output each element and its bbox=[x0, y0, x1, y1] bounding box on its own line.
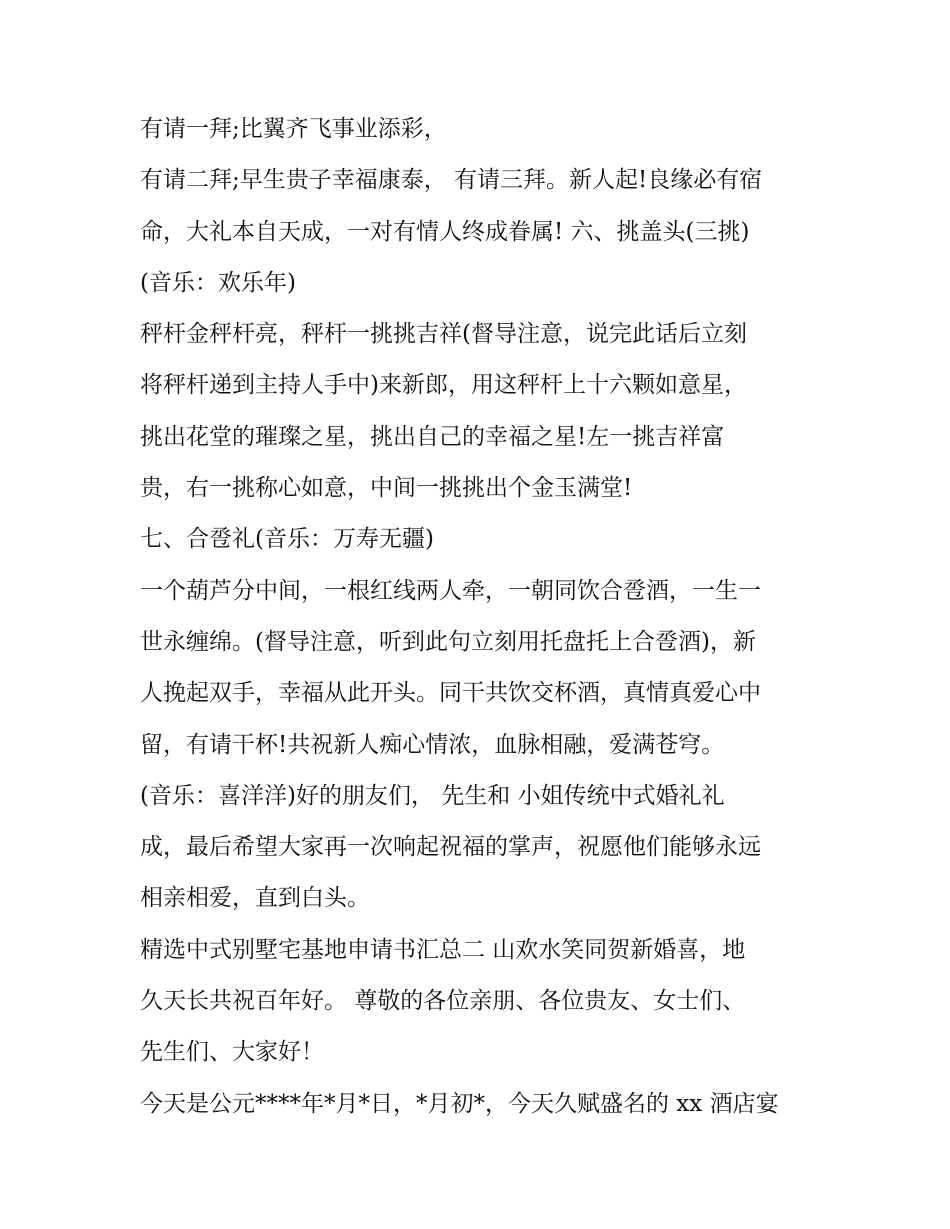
text-line: (音乐：喜洋洋)好的朋友们， 先生和 小姐传统中式婚礼礼 bbox=[140, 782, 725, 809]
text-line: 世永缠绵。(督导注意，听到此句立刻用托盘托上合卺酒)，新 bbox=[140, 628, 756, 655]
text-line: 一个葫芦分中间，一根红线两人牵，一朝同饮合卺酒，一生一 bbox=[140, 577, 761, 604]
text-line: 精选中式别墅宅基地申请书汇总二 山欢水笑同贺新婚喜，地 bbox=[140, 936, 746, 963]
text-line: 留，有请干杯!共祝新人痴心情浓，血脉相融，爱满苍穹。 bbox=[140, 731, 725, 758]
text-line: 相亲相爱，直到白头。 bbox=[140, 885, 370, 912]
text-line: 将秤杆递到主持人手中)来新郎，用这秤杆上十六颗如意星， bbox=[140, 372, 747, 399]
text-line: 挑出花堂的璀璨之星，挑出自己的幸福之星!左一挑吉祥富 bbox=[140, 423, 725, 450]
text-line: 有请二拜;早生贵子幸福康泰， 有请三拜。新人起!良缘必有宿 bbox=[140, 167, 763, 194]
text-line: 贵，右一挑称心如意，中间一挑挑出个金玉满堂! bbox=[140, 475, 633, 502]
text-line: 人挽起双手，幸福从此开头。同干共饮交杯酒，真情真爱心中 bbox=[140, 680, 761, 707]
text-line: 成，最后希望大家再一次响起祝福的掌声，祝愿他们能够永远 bbox=[140, 834, 761, 861]
text-line: 命，大礼本自天成，一对有情人终成眷属! 六、挑盖头(三挑) bbox=[140, 218, 750, 245]
text-line: 先生们、大家好！ bbox=[140, 1039, 324, 1066]
document-body bbox=[140, 108, 830, 1134]
text-line: 有请一拜;比翼齐飞事业添彩， bbox=[140, 116, 447, 142]
section-heading: 七、合卺礼(音乐：万寿无疆) bbox=[140, 526, 434, 553]
text-line: 秤杆金秤杆亮，秤杆一挑挑吉祥(督导注意，说完此话后立刻 bbox=[140, 321, 747, 348]
text-line: 今天是公元****年*月*日，*月初*，今天久赋盛名的 xx 酒店宴 bbox=[140, 1090, 779, 1117]
text-line: (音乐：欢乐年) bbox=[140, 269, 296, 296]
text-line: 久天长共祝百年好。 尊敬的各位亲朋、各位贵友、女士们、 bbox=[140, 988, 746, 1015]
